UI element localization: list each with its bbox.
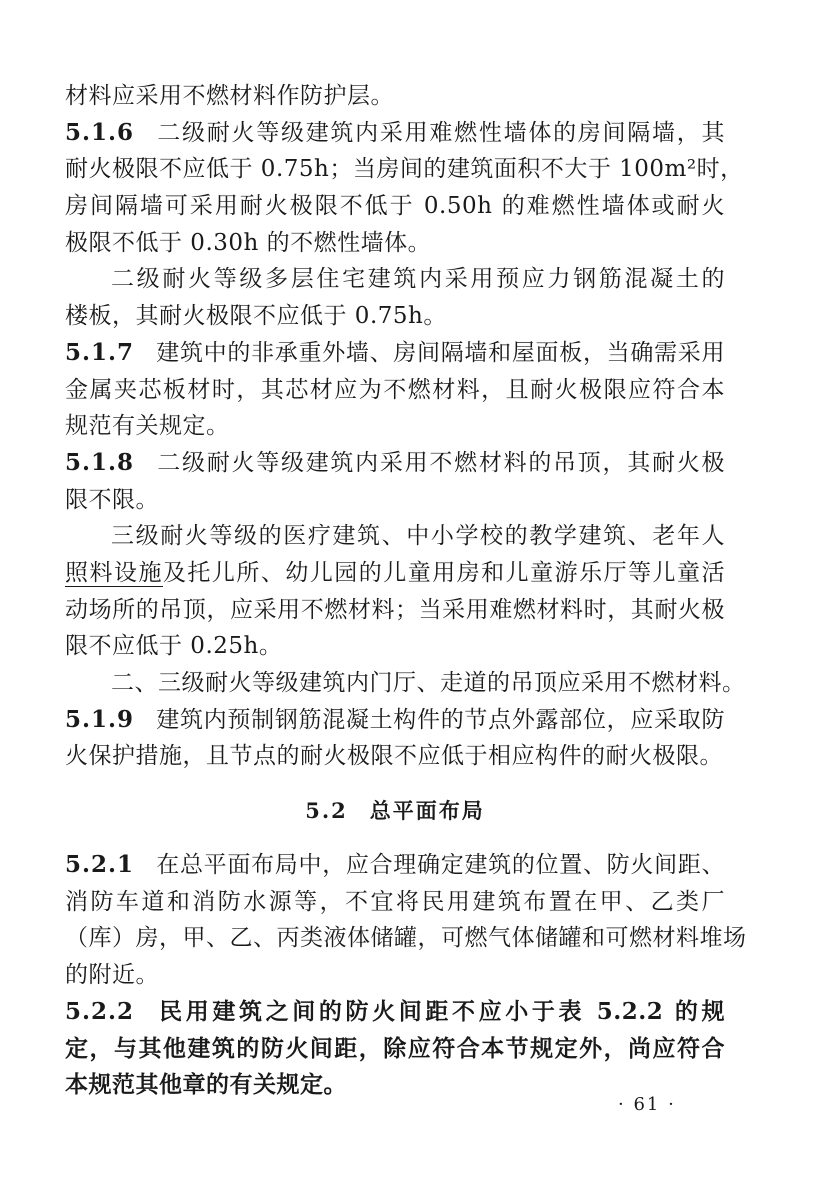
clause-5-1-6-para2-line-2	[65, 298, 725, 335]
text-span: 及托儿所、幼儿园的儿童用房和儿童游乐厅等儿童活	[162, 559, 726, 586]
clause-5-1-7-line-3	[65, 408, 725, 445]
text-span: 二级耐火等级建筑内采用不燃材料的吊顶，其耐火极	[156, 449, 725, 476]
clause-5-1-7-line-2	[65, 372, 725, 409]
clause-number: 5.2.1	[65, 851, 135, 879]
text-span: 耐火极限不应低于 0.75h；当房间的建筑面积不大于 100m²时，	[65, 156, 744, 183]
text-span: 规范有关规定。	[65, 413, 230, 440]
clause-5-2-2-line-1	[65, 994, 725, 1031]
text-span: 二、三级耐火等级建筑内门厅、走道的吊顶应采用不燃材料。	[111, 670, 746, 696]
clause-5-1-8-line-2	[65, 482, 725, 519]
clause-5-1-7-line-1	[65, 335, 725, 372]
text-span: 金属夹芯板材时，其芯材应为不燃材料，且耐火极限应符合本	[65, 376, 725, 403]
clause-5-1-9-line-2	[65, 738, 725, 775]
text-span: 火保护措施，且节点的耐火极限不应低于相应构件的耐火极限。	[65, 743, 723, 770]
clause-5-1-8-para2-line-1	[65, 518, 725, 555]
text-span: 定，与其他建筑的防火间距，除应符合本节规定外，尚应符合	[65, 1034, 725, 1062]
clause-number: 5.1.8	[65, 448, 135, 476]
clause-number: 5.1.6	[65, 118, 135, 146]
text-span: （库）房，甲、乙、丙类液体储罐，可燃气体储罐和可燃材料堆场	[65, 925, 747, 952]
text-span: 的附近。	[65, 962, 159, 989]
paragraph-line	[65, 78, 725, 115]
text-span: 民用建筑之间的防火间距不应小于表 5.2.2 的规	[156, 997, 725, 1025]
text-span: 消防车道和消防水源等，不宜将民用建筑布置在甲、乙类厂	[65, 888, 725, 915]
clause-5-2-1-line-3	[65, 920, 747, 957]
underlined-term: 照料设施	[65, 559, 163, 586]
clause-5-1-6-line-3	[65, 188, 725, 225]
section-heading	[65, 775, 725, 847]
clause-5-1-8-line-1	[65, 445, 725, 482]
text-span: 二级耐火等级建筑内采用难燃性墙体的房间隔墙，其	[156, 119, 725, 146]
text-span: 动场所的吊顶，应采用不燃材料；当采用难燃材料时，其耐火极	[65, 596, 725, 623]
clause-5-1-8-para2-line-2	[65, 555, 725, 592]
text-span: 极限不低于 0.30h 的不燃性墙体。	[65, 229, 432, 256]
text-span: 三级耐火等级的医疗建筑、中小学校的教学建筑、老年人	[111, 523, 725, 550]
text-span: 建筑中的非承重外墙、房间隔墙和屋面板，当确需采用	[156, 339, 725, 366]
text-span: 二级耐火等级多层住宅建筑内采用预应力钢筋混凝土的	[111, 266, 725, 293]
document-page	[65, 78, 747, 1104]
section-number: 5.2	[305, 798, 348, 824]
clause-5-1-8-para3-line-1	[65, 665, 746, 702]
page-number: · 61 ·	[618, 1094, 676, 1115]
text-span: 建筑内预制钢筋混凝土构件的节点外露部位，应采取防	[156, 706, 725, 733]
clause-5-1-6-para2-line-1	[65, 261, 725, 298]
clause-number: 5.1.7	[65, 338, 135, 366]
clause-5-2-1-line-4	[65, 957, 725, 994]
text-span: 限不限。	[65, 486, 159, 513]
clause-5-1-6-line-4	[65, 225, 725, 262]
text-span: 本规范其他章的有关规定。	[65, 1071, 347, 1099]
clause-5-1-6-line-2	[65, 151, 744, 188]
section-title: 总平面布局	[369, 798, 485, 824]
text-span: 楼板，其耐火极限不应低于 0.75h。	[65, 303, 447, 330]
clause-number: 5.1.9	[65, 705, 135, 733]
clause-5-2-2-line-2	[65, 1031, 725, 1068]
clause-5-1-6-line-1	[65, 115, 725, 152]
text-span: 限不应低于 0.25h。	[65, 633, 283, 660]
text-span: 在总平面布局中，应合理确定建筑的位置、防火间距、	[156, 852, 725, 879]
clause-5-2-1-line-2	[65, 884, 725, 921]
clause-number: 5.2.2	[65, 997, 135, 1025]
text-span: 房间隔墙可采用耐火极限不低于 0.50h 的难燃性墙体或耐火	[65, 193, 725, 220]
text-span: 材料应采用不燃材料作防护层。	[65, 83, 394, 109]
clause-5-1-8-para2-line-4	[65, 628, 725, 665]
clause-5-1-8-para2-line-3	[65, 592, 725, 629]
clause-5-1-9-line-1	[65, 702, 725, 739]
clause-5-2-1-line-1	[65, 847, 725, 884]
